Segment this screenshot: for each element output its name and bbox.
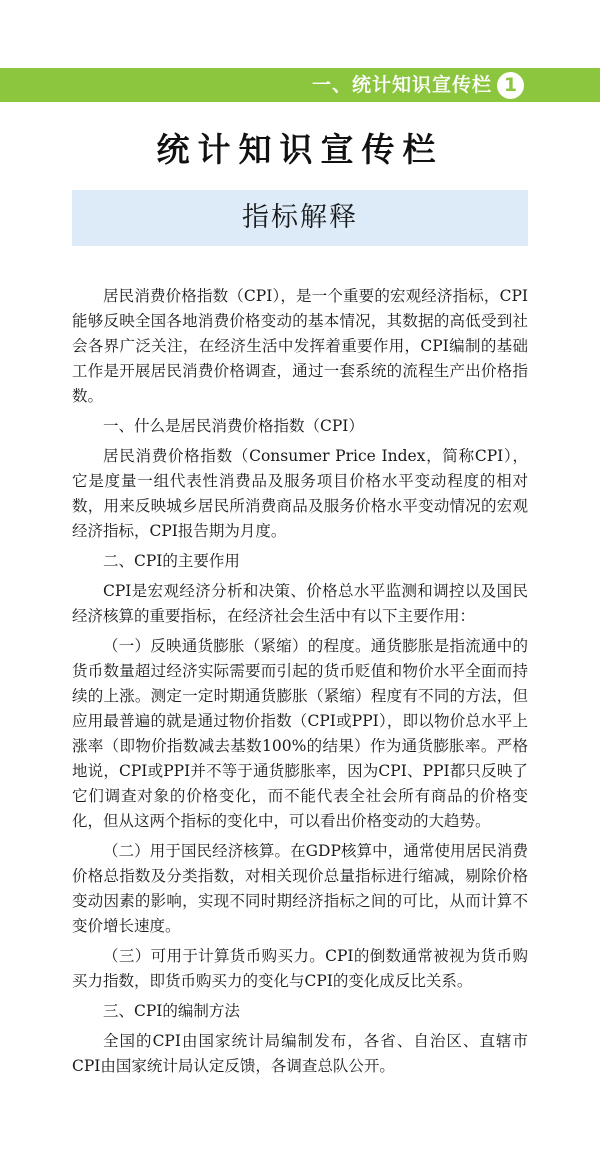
- roles-intro-paragraph: CPI是宏观经济分析和决策、价格总水平监测和调控以及国民经济核算的重要指标，在经济社会生活中有以下主要作用：: [72, 582, 528, 625]
- role-purchasing-power-paragraph: （三）可用于计算货币购买力。CPI的倒数通常被视为货币购买力指数，即货币购买力的变化与CPI的变化成反比关系。: [72, 947, 528, 990]
- section-title: 指标解释: [242, 202, 358, 233]
- intro-paragraph: 居民消费价格指数（CPI），是一个重要的宏观经济指标，CPI能够反映全国各地消费价格变动的基本情况，其数据的高低受到社会各界广泛关注，在经济生活中发挥着重要作用，CPI编制的基础工作是开展居民消费价格调查，通过一套系统的流程生产出价格指数。: [72, 287, 528, 405]
- page-number-badge: 1: [497, 72, 524, 99]
- role-inflation-paragraph: （一）反映通货膨胀（紧缩）的程度。通货膨胀是指流通中的货币数量超过经济实际需要而引起的货币贬值和物价水平全面而持续的上涨。测定一定时期通货膨胀（紧缩）程度有不同的方法，但应用最普遍的就是通过物价指数（CPI或PPI），即以物价总水平上涨率（即物价指数减去基数100%的结果）作为通货膨胀率。严格地说，CPI或PPI并不等于通货膨胀率，因为CPI、PPI都只反映了它们调查对象的价格变化，而不能代表全社会所有商品的价格变化，但从这两个指标的变化中，可以看出价格变动的大趋势。: [72, 637, 528, 830]
- header-label: 一、统计知识宣传栏: [311, 74, 492, 96]
- role-national-accounts-paragraph: （二）用于国民经济核算。在GDP核算中，通常使用居民消费价格总指数及分类指数，对相关现价总量指标进行缩减，剔除价格变动因素的影响，实现不同时期经济指标之间的可比，从而计算不变价增长速度。: [72, 842, 528, 935]
- page-title: 统计知识宣传栏: [156, 130, 444, 169]
- subheading-compilation-method: 三、CPI的编制方法: [103, 1002, 240, 1020]
- article-body: [72, 284, 528, 1084]
- header-band: [0, 68, 600, 102]
- subheading-cpi-roles: 二、CPI的主要作用: [103, 552, 240, 570]
- section-heading-box: [72, 190, 528, 246]
- definition-paragraph: 居民消费价格指数（Consumer Price Index，简称CPI），它是度量一组代表性消费品及服务项目价格水平变动程度的相对数，用来反映城乡居民所消费商品及服务价格水平变动情况的宏观经济指标，CPI报告期为月度。: [72, 447, 528, 540]
- subheading-what-is-cpi: 一、什么是居民消费价格指数（CPI）: [103, 417, 364, 435]
- compilation-paragraph: 全国的CPI由国家统计局编制发布，各省、自治区、直辖市CPI由国家统计局认定反馈，各调查总队公开。: [72, 1032, 528, 1075]
